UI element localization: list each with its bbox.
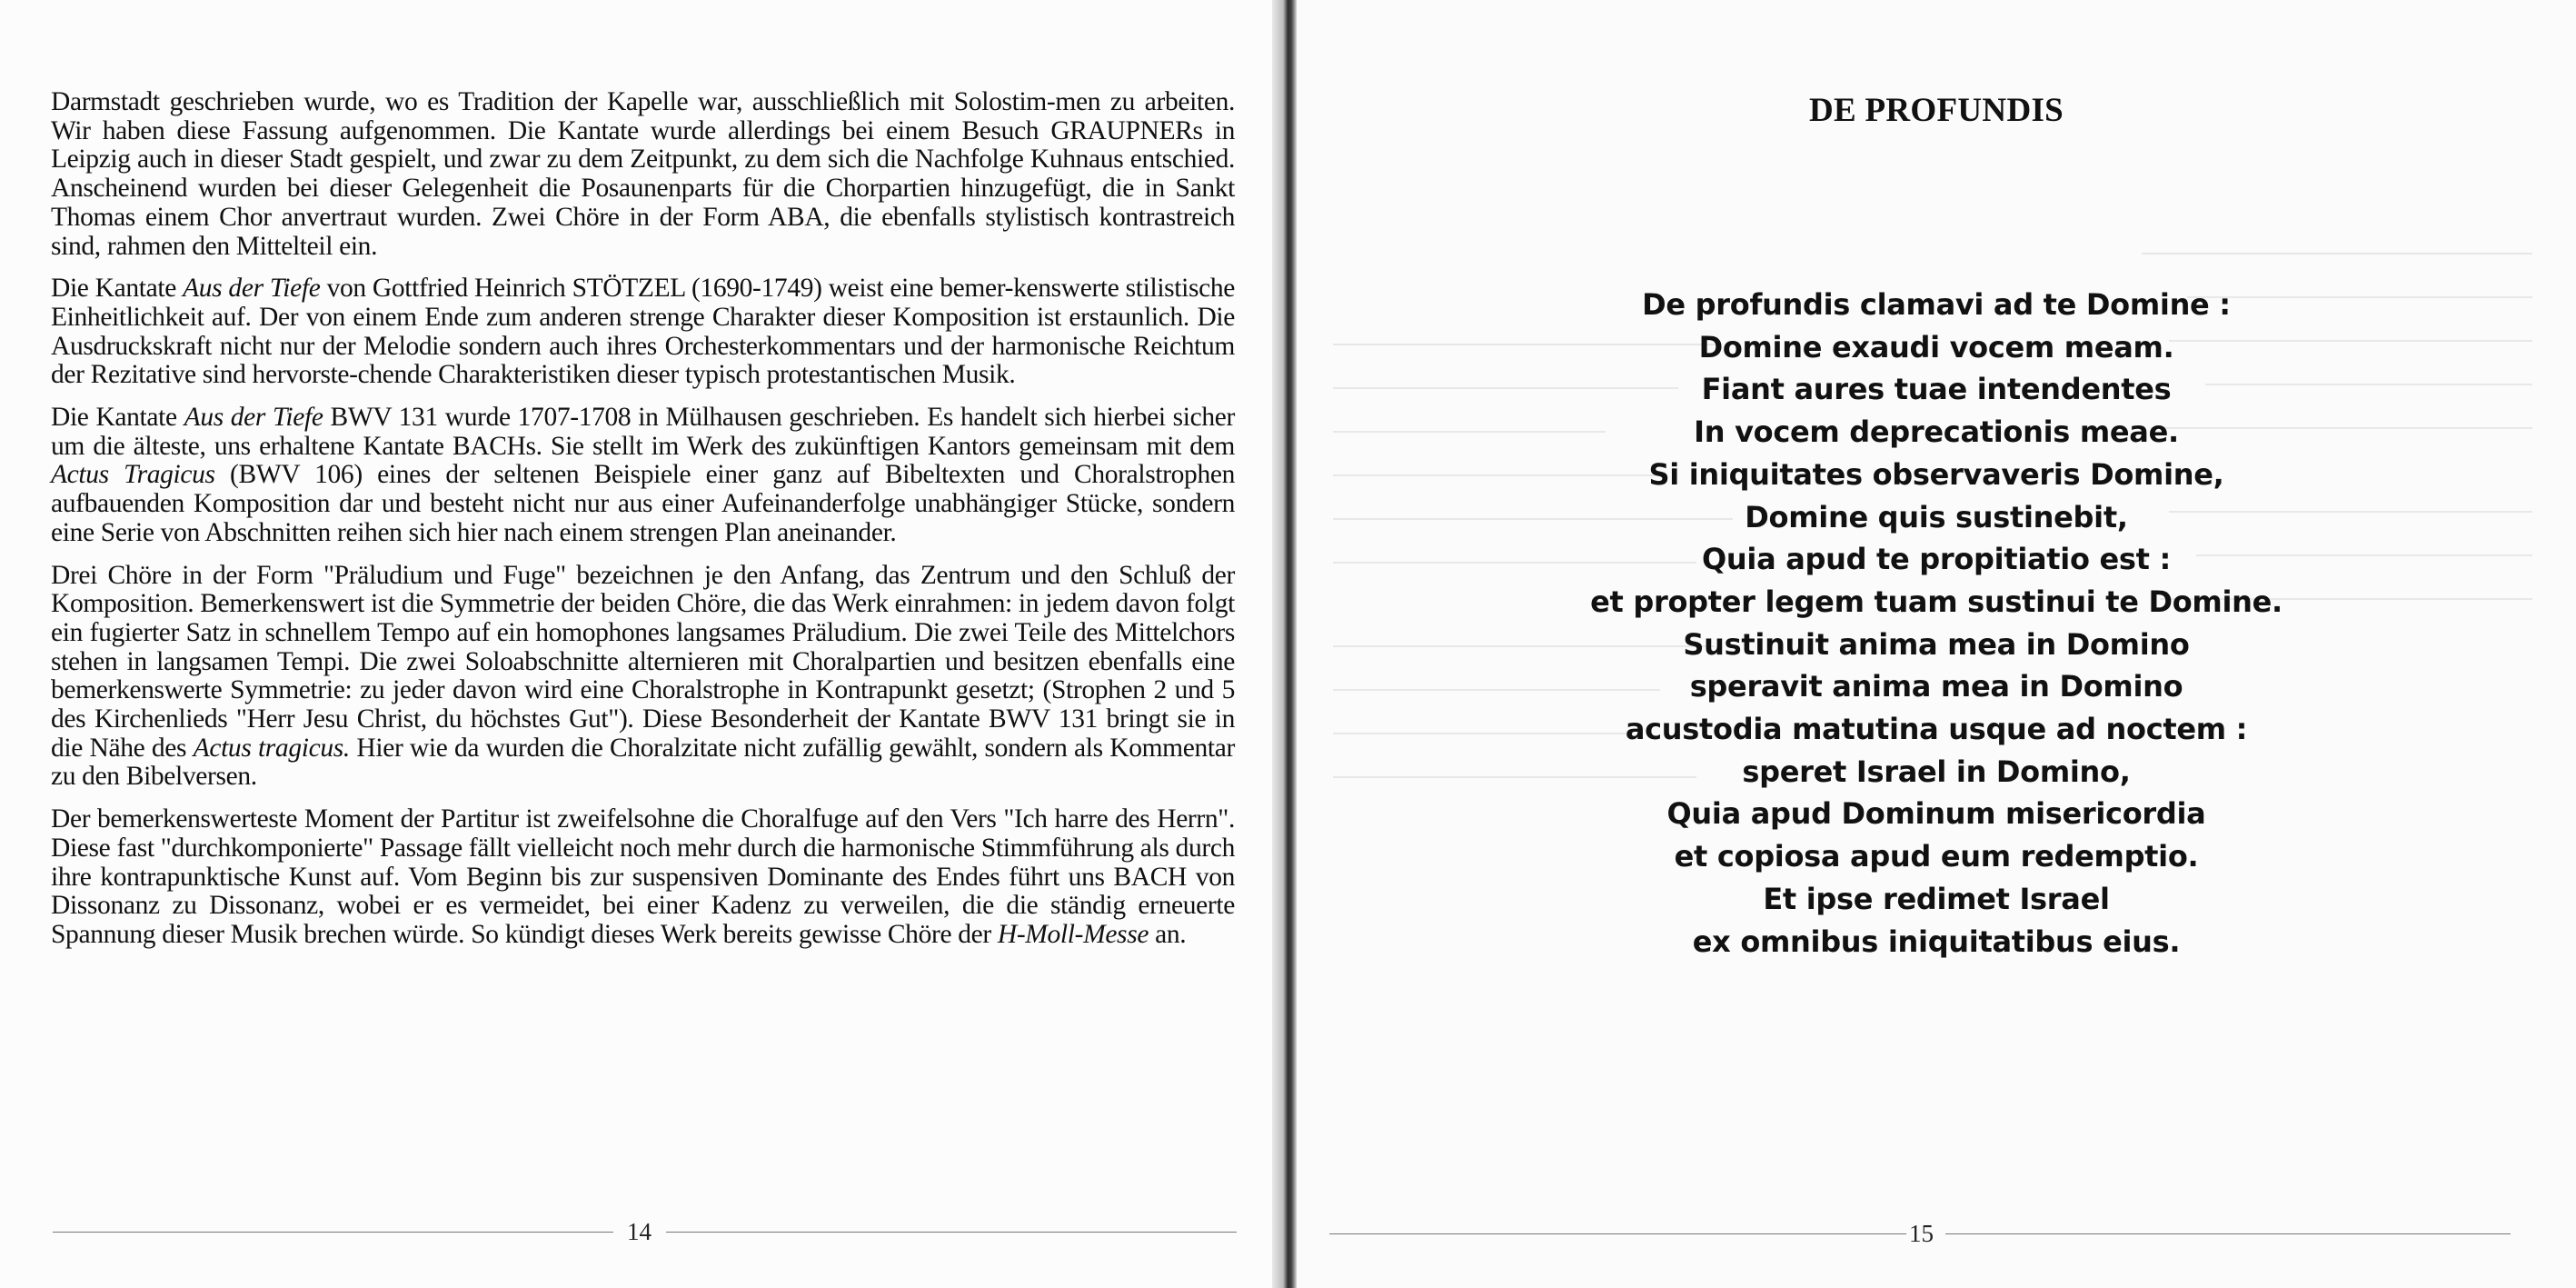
verse-line: De profundis clamavi ad te Domine : (1642, 287, 2231, 322)
verse-line: Domine quis sustinebit, (1745, 499, 2128, 534)
italic-title-run: Actus Tragicus (51, 460, 215, 490)
verse-line: Sustinuit anima mea in Domino (1683, 626, 2190, 662)
verse-line: Quia apud Dominum misericordia (1666, 796, 2206, 832)
footer-rule-left (1329, 1233, 1906, 1234)
footer-rule-right (666, 1232, 1237, 1233)
verse-line: Quia apud te propitiatio est : (1702, 542, 2171, 577)
verse-line: et copiosa apud eum redemptio. (1674, 839, 2199, 874)
text-run: Die Kantate (51, 274, 184, 304)
text-run: von Gottfried Heinrich STÖTZEL (1690-1749) weist eine bemer-kenswerte stilistische Einheitlichkeit auf. Der von einem Ende zum anderen strenge Charakter dieser Komposition ist erstaunlich. Die Ausdruckskraft nicht nur der Melodie sondern auch ihres Orchesterkommentars und der harmonische Reichtum der Rezitative sind hervorste-chende Charakteristiken dieser typisch protestantischen Musik. (51, 274, 1235, 390)
right-page (1297, 0, 2576, 1288)
verse-line: et propter legem tuam sustinui te Domine. (1590, 584, 2283, 619)
text-run: (BWV 106) eines der seltenen Beispiele einer ganz auf Bibeltexten und Choralstrophen aufbauenden Komposition dar und besteht nicht nur aus einer Aufeinanderfolge unabhängiger Stücke, sondern eine Serie von Abschnitten reihen sich hier nach einem strengen Plan aneinander. (51, 460, 1235, 547)
text-run: Die Kantate (51, 403, 184, 433)
paragraph (51, 88, 1235, 261)
verse-line: acustodia matutina usque ad noctem : (1625, 712, 2248, 747)
footer-rule-left (53, 1232, 613, 1233)
paragraph (51, 805, 1235, 950)
paragraph (51, 404, 1235, 548)
left-page (0, 0, 1272, 1288)
verse-line: Et ipse redimet Israel (1763, 881, 2110, 916)
verse-line: In vocem deprecationis meae. (1694, 414, 2179, 450)
italic-title-run: H-Moll-Messe (997, 919, 1149, 949)
verse-line: ex omnibus iniquitatibus eius. (1692, 924, 2181, 959)
text-run: Darmstadt geschrieben wurde, wo es Tradition der Kapelle war, ausschließlich mit Solostim-men zu arbeiten. Wir haben diese Fassung aufgenommen. Die Kantate wurde allerdings bei einem Besuch GRAUPNERs in Leipzig auch in dieser Stadt gespielt, und zwar zu dem Zeitpunkt, zu dem sich die Nachfolge Kuhnaus entschied. Anscheinend wurden bei dieser Gelegenheit die Posaunenparts für die Chorpartien hinzugefügt, die in Sankt Thomas einem Chor anvertraut wurden. Zwei Chöre in der Form ABA, die ebenfalls stylistisch kontrastreich sind, rahmen den Mittelteil ein. (51, 87, 1235, 261)
verse-line: Fiant aures tuae intendentes (1701, 372, 2172, 407)
book-spine (1272, 0, 1297, 1288)
body-text (51, 88, 1235, 964)
page-number: 15 (1909, 1220, 1934, 1247)
paragraph (51, 562, 1235, 793)
text-run: an. (1149, 919, 1187, 949)
text-run: Drei Chöre in der Form "Präludium und Fuge" bezeichnen je den Anfang, das Zentrum und den Schluß der Komposition. Bemerkenswert ist die Symmetrie der beiden Chöre, die das Werk einrahmen: in jedem davon folgt ein fugierter Satz in schnellem Tempo auf ein homophones langsames Präludium. Die zwei Teile des Mittelchors stehen in langsamen Tempi. Die zwei Soloabschnitte alternieren mit Choralpartien und besitzen ebenfalls eine bemerkenswerte Symmetrie: zu jeder davon wird eine Choralstrophe in Kontrapunkt gesetzt; (Strophen 2 und 5 des Kirchenlieds "Herr Jesu Christ, du höchstes Gut"). Diese Besonderheit der Kantate BWV 131 bringt sie in die Nähe des (51, 560, 1235, 763)
text-run: Hier wie da wurden die Choralzitate nicht zufällig gewählt, sondern als Kommentar zu den Bibelversen. (51, 733, 1235, 792)
verse-line: speravit anima mea in Domino (1689, 669, 2183, 704)
italic-title-run: Actus tragicus. (193, 733, 350, 763)
verse-line: Si iniquitates observaveris Domine, (1648, 456, 2224, 492)
italic-title-run: Aus der Tiefe (183, 274, 321, 304)
italic-title-run: Aus der Tiefe (184, 403, 323, 433)
footer-rule-right (1945, 1233, 2511, 1234)
latin-psalm-text (1297, 284, 2576, 963)
paragraph (51, 275, 1235, 390)
text-run: BWV 131 wurde 1707-1708 in Mülhausen geschrieben. Es handelt sich hierbei sicher um die älteste, uns erhaltene Kantate BACHs. Sie stellt im Werk des zukünftigen Kantors gemeinsam mit dem (51, 403, 1235, 461)
verse-line: speret Israel in Domino, (1742, 754, 2131, 789)
page-number: 14 (627, 1218, 651, 1245)
page-title: DE PROFUNDIS (1808, 92, 2064, 129)
text-run: Der bemerkenswerteste Moment der Partitur ist zweifelsohne die Choralfuge auf den Vers "Ich harre des Herrn". Diese fast "durchkomponierte" Passage fällt vielleicht noch mehr durch die harmonische Stimmführung als durch ihre kontrapunktische Kunst auf. Vom Beginn bis zur suspensiven Dominante des Endes führt uns BACH von Dissonanz zu Dissonanz, wobei er es vermeidet, bei einer Kadenz zu verweilen, die die ständig erneuerte Spannung dieser Musik brechen würde. So kündigt dieses Werk bereits gewisse Chöre der (51, 804, 1235, 949)
verse-line: Domine exaudi vocem meam. (1698, 329, 2174, 364)
